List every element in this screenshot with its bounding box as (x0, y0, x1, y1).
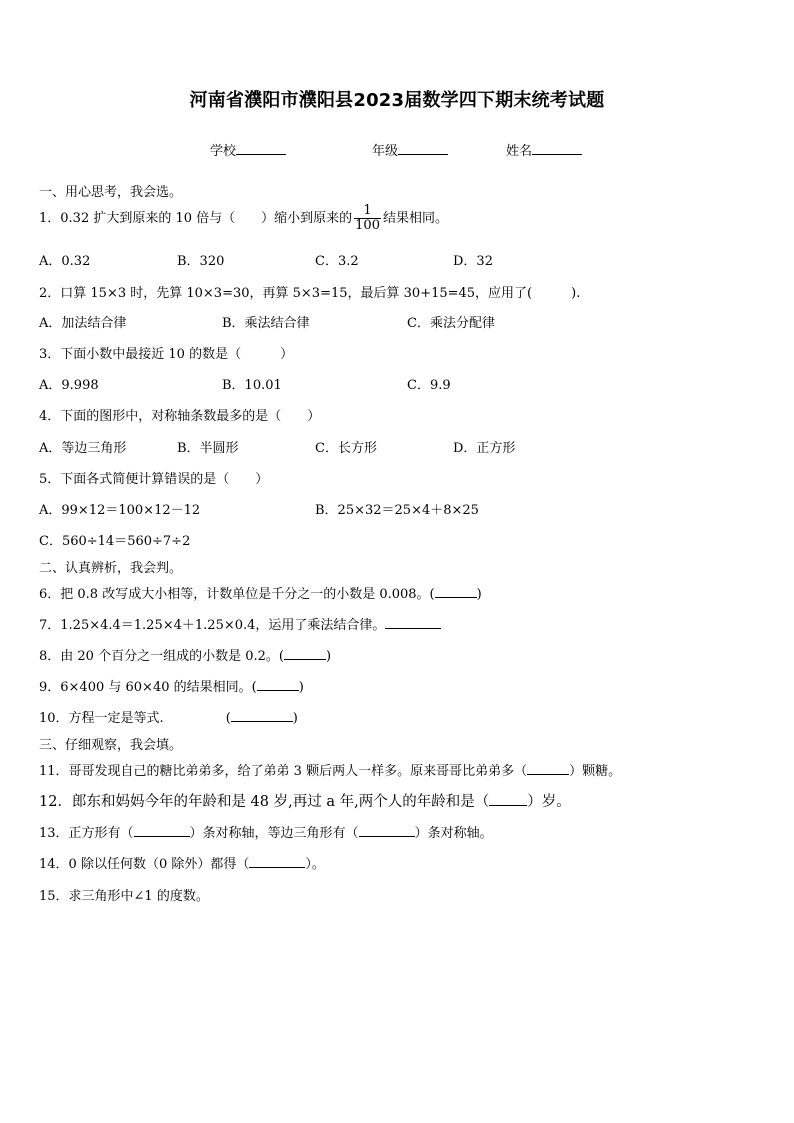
question-4: 4．下面的图形中，对称轴条数最多的是（ ） (39, 409, 321, 424)
question-13 (39, 822, 493, 841)
answer-blank[interactable] (249, 855, 305, 868)
q4-option-b: B．半圆形 (177, 441, 239, 456)
question-3: 3．下面小数中最接近 10 的数是（ ） (39, 347, 294, 362)
answer-blank[interactable] (527, 762, 569, 775)
q5-option-c: C．560÷14＝560÷7÷2 (39, 534, 191, 549)
paren-open: ( (225, 711, 231, 726)
question-9-text: 9．6×400 与 60×40 的结果相同。( (39, 680, 257, 695)
question-13-text-end: ）条对称轴。 (414, 826, 493, 841)
q4-option-a: A．等边三角形 (39, 441, 127, 456)
answer-blank[interactable] (257, 678, 299, 691)
answer-blank[interactable] (284, 647, 326, 660)
q1-option-b: B．320 (177, 254, 225, 269)
question-1 (39, 204, 448, 233)
answer-blank[interactable] (134, 824, 190, 837)
school-field (210, 140, 286, 159)
question-1-text-end: 结果相同。 (382, 211, 448, 226)
question-7-text: 7．1.25×4.4＝1.25×4＋1.25×0.4，运用了乘法结合律。 (39, 618, 386, 633)
question-6-text: 6．把 0.8 改写成大小相等，计数单位是千分之一的小数是 0.008。( (39, 587, 435, 602)
q5-option-b: B．25×32＝25×4＋8×25 (315, 503, 479, 518)
question-12 (39, 790, 571, 811)
page-title: 河南省濮阳市濮阳县2023届数学四下期末统考试题 (189, 90, 605, 111)
grade-blank[interactable] (398, 142, 448, 155)
answer-blank[interactable] (359, 824, 415, 837)
name-label: 姓名 (506, 144, 533, 159)
q3-option-c: C．9.9 (407, 378, 451, 393)
section-2-heading: 二、认真辨析，我会判。 (39, 561, 183, 576)
question-12-text-end: ）岁。 (527, 794, 571, 810)
paren-close: ) (292, 711, 298, 726)
q3-option-b: B．10.01 (222, 378, 282, 393)
question-9 (39, 676, 304, 695)
fraction-denominator: 100 (355, 218, 380, 233)
question-11 (39, 760, 621, 779)
question-13-text-mid: ）条对称轴，等边三角形有（ (189, 826, 359, 841)
section-1-heading: 一、用心思考，我会选。 (39, 185, 183, 200)
answer-blank[interactable] (231, 709, 293, 722)
paren-close: ) (325, 649, 332, 664)
question-7 (39, 614, 441, 633)
q2-option-a: A．加法结合律 (39, 316, 127, 331)
grade-label: 年级 (372, 144, 399, 159)
school-label: 学校 (210, 144, 237, 159)
paren-close: ) (298, 680, 304, 695)
q2-option-b: B．乘法结合律 (222, 316, 310, 331)
question-14 (39, 853, 325, 872)
q1-option-a: A．0.32 (39, 254, 91, 269)
name-field (506, 140, 582, 159)
answer-blank[interactable] (385, 616, 441, 629)
question-2: 2．口算 15×3 时，先算 10×3=30，再算 5×3=15，最后算 30+15=45，应用了( ). (39, 286, 581, 301)
question-10 (39, 707, 298, 726)
question-14-text: 14．0 除以任何数（0 除外）都得（ (39, 857, 250, 872)
question-8 (39, 645, 331, 664)
question-10-text: 10．方程一定是等式. (39, 711, 164, 726)
school-blank[interactable] (236, 142, 286, 155)
question-8-text: 8．由 20 个百分之一组成的小数是 0.2。( (39, 649, 284, 664)
answer-blank[interactable] (489, 793, 527, 806)
answer-blank[interactable] (435, 585, 477, 598)
q1-option-c: C．3.2 (315, 254, 359, 269)
q4-option-d: D．正方形 (453, 441, 516, 456)
question-1-text: 1．0.32 扩大到原来的 10 倍与（ ）缩小到原来的 (39, 211, 353, 226)
question-15: 15．求三角形中∠1 的度数。 (39, 889, 209, 904)
name-blank[interactable] (532, 142, 582, 155)
paren-close: ) (476, 587, 482, 602)
q3-option-a: A．9.998 (39, 378, 99, 393)
fraction (354, 204, 381, 233)
fraction-numerator: 1 (354, 204, 381, 219)
question-11-text-end: ）颗糖。 (569, 764, 622, 779)
question-14-text-end: ）。 (305, 857, 325, 872)
question-13-text: 13．正方形有（ (39, 826, 134, 841)
q2-option-c: C．乘法分配律 (407, 316, 495, 331)
grade-field (372, 140, 448, 159)
q4-option-c: C．长方形 (315, 441, 377, 456)
section-3-heading: 三、仔细观察，我会填。 (39, 738, 183, 753)
question-11-text: 11．哥哥发现自己的糖比弟弟多，给了弟弟 3 颗后两人一样多。原来哥哥比弟弟多（ (39, 764, 528, 779)
question-12-text: 12．郎东和妈妈今年的年龄和是 48 岁,再过 a 年,两个人的年龄和是（ (39, 794, 490, 810)
question-5: 5．下面各式简便计算错误的是（ ） (39, 472, 269, 487)
question-6 (39, 583, 482, 602)
q1-option-d: D．32 (453, 254, 493, 269)
q5-option-a: A．99×12＝100×12－12 (39, 503, 201, 518)
